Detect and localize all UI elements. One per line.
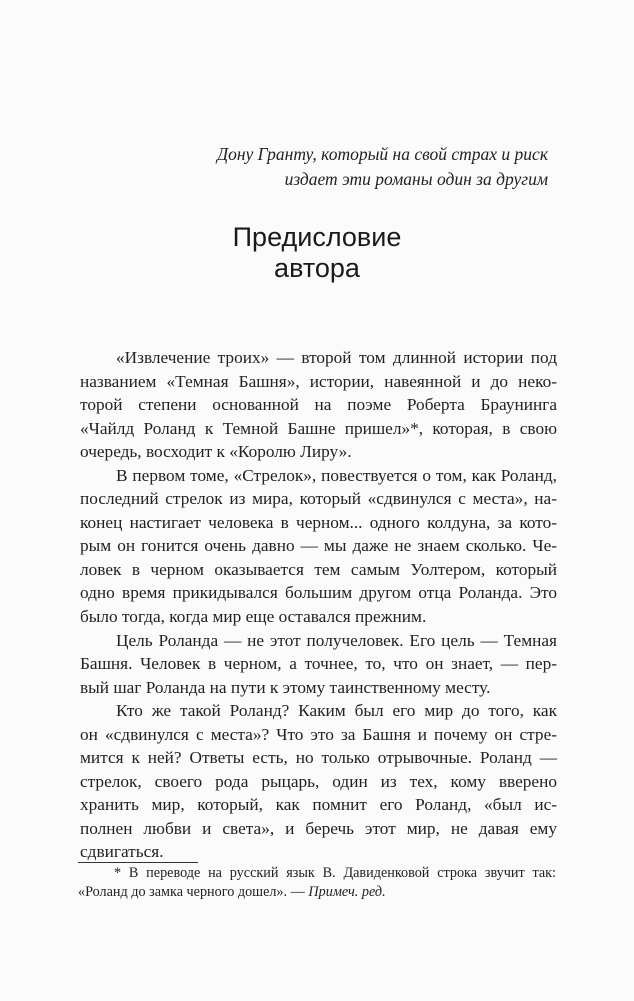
text-line: Кто же такой Роланд? Каким был его мир до того, как bbox=[116, 701, 557, 721]
epigraph bbox=[217, 142, 548, 192]
footnote-divider bbox=[78, 862, 198, 863]
footnote-text: «Роланд до замка черного дошел». — bbox=[78, 883, 309, 900]
footnote bbox=[78, 864, 556, 901]
text-line: рым он гонится очень давно — мы даже не знаем сколько. Че- bbox=[80, 536, 557, 556]
text-line: «Извлечение троих» — второй том длинной истории под bbox=[116, 348, 557, 367]
text-line: хранить мир, который, как помнит его Роланд, «был ис- bbox=[80, 795, 557, 815]
paragraph bbox=[80, 346, 557, 464]
text-line: полнен любви и света», и беречь этот мир, не давая ему bbox=[80, 818, 557, 838]
chapter-title-line: Предисловие bbox=[232, 222, 402, 252]
paragraph bbox=[80, 629, 557, 700]
text-line: очередь, восходит к «Королю Лиру». bbox=[80, 442, 352, 462]
text-line: названием «Темная Башня», истории, навеянной и до неко- bbox=[80, 371, 557, 391]
text-line: Цель Роланда — не этот получеловек. Его цель — Темная bbox=[116, 630, 557, 650]
footnote-line bbox=[78, 883, 556, 902]
text-line: он «сдвинулся с места»? Что это за Башня и почему он стре- bbox=[80, 724, 557, 744]
text-line: торой степени основанной на поэме Роберта Браунинга bbox=[80, 395, 557, 415]
text-line: стрелок, своего рода рыцарь, один из тех, кому вверено bbox=[80, 771, 557, 791]
footnote-editor-note: Примеч. ред. bbox=[308, 883, 386, 900]
epigraph-line: Дону Гранту, который на свой страх и риск bbox=[216, 144, 548, 164]
text-line: вый шаг Роланда на пути к этому таинственному месту. bbox=[80, 677, 491, 697]
paragraph bbox=[80, 464, 557, 629]
paragraph bbox=[80, 699, 557, 864]
text-line: «Чайлд Роланд к Темной Башне пришел»*, которая, в свою bbox=[80, 418, 557, 438]
text-line: конец настигает человека в черном... одного колдуна, за кото- bbox=[80, 512, 557, 532]
body-text bbox=[80, 346, 557, 864]
text-line: Башня. Человек в черном, а точнее, то, что он знает, — пер- bbox=[80, 654, 557, 674]
text-line: мится к ней? Ответы есть, но только отрывочные. Роланд — bbox=[80, 748, 557, 768]
text-line: ловек в черном оказывается тем самым Уолтером, который bbox=[80, 559, 557, 579]
text-line: сдвигаться. bbox=[80, 842, 164, 862]
text-line: было тогда, когда мир еще оставался прежним. bbox=[80, 607, 427, 627]
footnote-line: * В переводе на русский язык В. Давиденковой строка звучит так: bbox=[114, 865, 556, 881]
chapter-title bbox=[0, 222, 634, 284]
chapter-title-line: автора bbox=[274, 253, 360, 283]
text-line: одно время прикидывался большим другом отца Роланда. Это bbox=[80, 583, 557, 603]
text-line: последний стрелок из мира, который «сдвинулся с места», на- bbox=[80, 489, 557, 509]
epigraph-line: издает эти романы один за другим bbox=[284, 169, 548, 189]
text-line: В первом томе, «Стрелок», повествуется о том, как Роланд, bbox=[116, 465, 557, 485]
